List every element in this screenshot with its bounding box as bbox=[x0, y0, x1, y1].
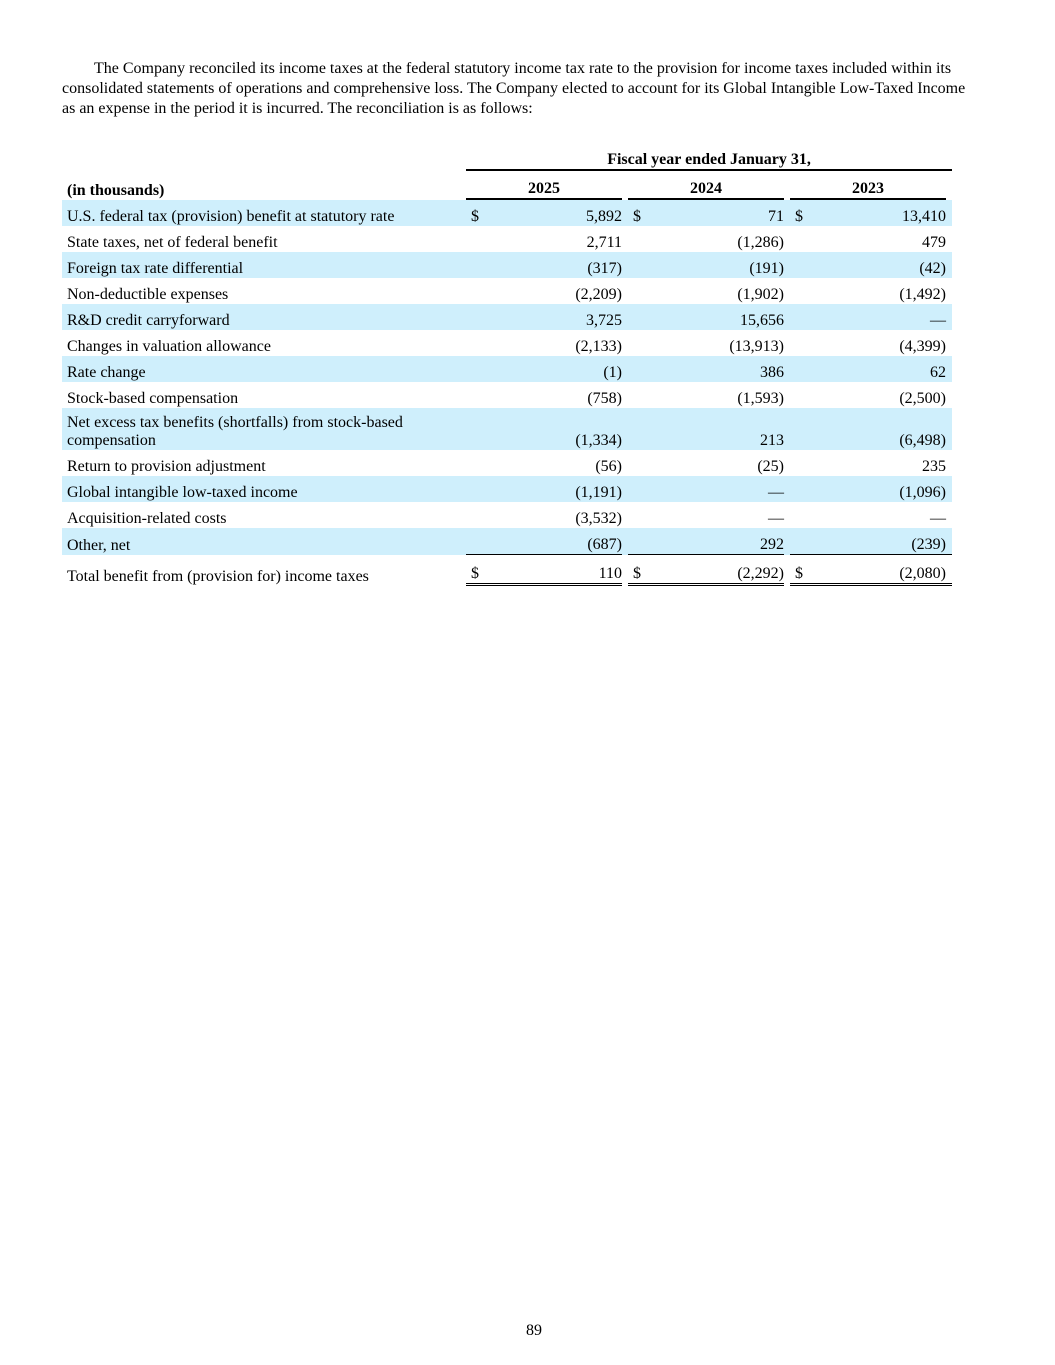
value-2025: (758) bbox=[587, 390, 622, 407]
value-2025: (2,133) bbox=[575, 338, 622, 355]
value-2023: 62 bbox=[810, 356, 946, 382]
value-2025: (1) bbox=[486, 356, 622, 382]
value-2023: (6,498) bbox=[810, 408, 946, 450]
currency-cell bbox=[466, 304, 486, 330]
value-2023: 13,410 bbox=[810, 200, 946, 226]
value-2023: (2,500) bbox=[899, 390, 946, 407]
cell-pad bbox=[946, 226, 952, 252]
currency-cell bbox=[466, 502, 486, 528]
currency-cell bbox=[790, 278, 810, 304]
currency-cell bbox=[628, 278, 648, 304]
year-header-2025: 2025 bbox=[466, 171, 622, 200]
table-row bbox=[62, 476, 952, 502]
cell-pad bbox=[946, 476, 952, 502]
header-spacer bbox=[62, 145, 466, 171]
currency-symbol: $ bbox=[628, 200, 648, 226]
currency-cell bbox=[628, 502, 648, 528]
table-row bbox=[62, 382, 952, 408]
period-header: Fiscal year ended January 31, bbox=[466, 145, 952, 171]
currency-cell bbox=[790, 226, 810, 252]
table-row bbox=[62, 304, 952, 330]
row-label: R&D credit carryforward bbox=[62, 304, 466, 330]
currency-cell bbox=[466, 408, 486, 450]
currency-symbol: $ bbox=[466, 200, 486, 226]
currency-cell bbox=[628, 330, 648, 356]
currency-cell bbox=[628, 408, 648, 450]
currency-symbol: $ bbox=[790, 200, 810, 226]
table-row bbox=[62, 252, 952, 278]
table-row bbox=[62, 278, 952, 304]
total-value-2023: (2,080) bbox=[810, 555, 946, 586]
currency-cell bbox=[628, 450, 648, 476]
row-label: Changes in valuation allowance bbox=[67, 338, 271, 355]
cell-pad bbox=[946, 555, 952, 586]
currency-cell bbox=[466, 382, 486, 408]
value-2024: (25) bbox=[757, 458, 784, 475]
table-row bbox=[62, 226, 952, 252]
value-2025: (3,532) bbox=[575, 510, 622, 527]
currency-cell bbox=[628, 382, 648, 408]
value-2025: (317) bbox=[486, 252, 622, 278]
value-2023: 479 bbox=[922, 234, 946, 251]
currency-cell bbox=[466, 356, 486, 382]
currency-cell bbox=[628, 476, 648, 502]
total-label: Total benefit from (provision for) income taxes bbox=[67, 568, 369, 585]
value-2025: 3,725 bbox=[486, 304, 622, 330]
currency-symbol: $ bbox=[790, 555, 810, 586]
year-header-2023: 2023 bbox=[790, 171, 946, 200]
value-2024: 213 bbox=[648, 408, 784, 450]
page-number: 89 bbox=[526, 1322, 542, 1339]
currency-cell bbox=[790, 528, 810, 555]
row-label: Net excess tax benefits (shortfalls) from stock-based compensation bbox=[62, 408, 466, 450]
currency-cell bbox=[790, 502, 810, 528]
currency-cell bbox=[466, 278, 486, 304]
total-value-2025: 110 bbox=[486, 555, 622, 586]
value-2025: (56) bbox=[595, 458, 622, 475]
value-2023: — bbox=[810, 304, 946, 330]
cell-pad bbox=[946, 252, 952, 278]
currency-cell bbox=[466, 252, 486, 278]
row-label: Stock-based compensation bbox=[67, 390, 239, 407]
currency-cell bbox=[790, 356, 810, 382]
value-2024: 292 bbox=[648, 528, 784, 555]
currency-symbol: $ bbox=[628, 555, 648, 586]
cell-pad bbox=[946, 304, 952, 330]
intro-paragraph: The Company reconciled its income taxes at the federal statutory income tax rate to the provision for income taxes included within its consolidated statements of operations and comprehensive loss. The Company elected to account for its Global Intangible Low-Taxed Income as an expense in the period it is incurred. The reconciliation is as follows: bbox=[62, 60, 966, 117]
row-label: Return to provision adjustment bbox=[67, 458, 266, 475]
value-2024: — bbox=[648, 476, 784, 502]
value-2023: (1,492) bbox=[899, 286, 946, 303]
value-2025: (687) bbox=[486, 528, 622, 555]
value-2025: (1,334) bbox=[486, 408, 622, 450]
value-2025: 2,711 bbox=[586, 234, 622, 251]
value-2025: 5,892 bbox=[486, 200, 622, 226]
currency-cell bbox=[466, 476, 486, 502]
row-label: Other, net bbox=[62, 528, 466, 555]
cell-pad bbox=[946, 278, 952, 304]
currency-cell bbox=[790, 252, 810, 278]
value-2023: (4,399) bbox=[899, 338, 946, 355]
cell-pad bbox=[946, 408, 952, 450]
total-row bbox=[62, 555, 952, 586]
value-2024: — bbox=[768, 510, 784, 527]
income-tax-reconciliation-table bbox=[62, 145, 952, 586]
cell-pad bbox=[946, 528, 952, 555]
row-label: Foreign tax rate differential bbox=[62, 252, 466, 278]
currency-cell bbox=[628, 252, 648, 278]
cell-pad bbox=[946, 450, 952, 476]
currency-symbol: $ bbox=[466, 555, 486, 586]
cell-pad bbox=[946, 200, 952, 226]
table-row bbox=[62, 450, 952, 476]
currency-cell bbox=[466, 450, 486, 476]
value-2023: 235 bbox=[922, 458, 946, 475]
value-2024: 71 bbox=[648, 200, 784, 226]
value-2023: (1,096) bbox=[810, 476, 946, 502]
value-2024: 15,656 bbox=[648, 304, 784, 330]
row-label: Acquisition-related costs bbox=[67, 510, 227, 527]
value-2024: (1,902) bbox=[737, 286, 784, 303]
value-2024: (13,913) bbox=[729, 338, 784, 355]
value-2023: (239) bbox=[810, 528, 946, 555]
currency-cell bbox=[466, 226, 486, 252]
year-header-2024: 2024 bbox=[628, 171, 784, 200]
cell-pad bbox=[946, 356, 952, 382]
currency-cell bbox=[628, 304, 648, 330]
currency-cell bbox=[790, 476, 810, 502]
cell-pad bbox=[946, 502, 952, 528]
currency-cell bbox=[628, 356, 648, 382]
value-2024: (1,286) bbox=[737, 234, 784, 251]
value-2024: (191) bbox=[648, 252, 784, 278]
cell-pad bbox=[946, 330, 952, 356]
row-label: State taxes, net of federal benefit bbox=[67, 234, 278, 251]
currency-cell bbox=[790, 330, 810, 356]
table-row bbox=[62, 408, 952, 450]
header-gap bbox=[946, 171, 952, 200]
value-2025: (2,209) bbox=[575, 286, 622, 303]
total-value-2024: (2,292) bbox=[648, 555, 784, 586]
currency-cell bbox=[466, 330, 486, 356]
value-2024: (1,593) bbox=[737, 390, 784, 407]
currency-cell bbox=[790, 450, 810, 476]
unit-label: (in thousands) bbox=[67, 182, 165, 199]
value-2023: — bbox=[930, 510, 946, 527]
row-label: Non-deductible expenses bbox=[67, 286, 229, 303]
value-2023: (42) bbox=[810, 252, 946, 278]
table-row bbox=[62, 200, 952, 226]
table-row bbox=[62, 356, 952, 382]
currency-cell bbox=[466, 528, 486, 555]
table-row bbox=[62, 528, 952, 555]
cell-pad bbox=[946, 382, 952, 408]
currency-cell bbox=[790, 382, 810, 408]
table-row bbox=[62, 330, 952, 356]
currency-cell bbox=[790, 304, 810, 330]
row-label: Global intangible low-taxed income bbox=[62, 476, 466, 502]
currency-cell bbox=[628, 528, 648, 555]
currency-cell bbox=[790, 408, 810, 450]
value-2024: 386 bbox=[648, 356, 784, 382]
value-2025: (1,191) bbox=[486, 476, 622, 502]
row-label: U.S. federal tax (provision) benefit at statutory rate bbox=[62, 200, 466, 226]
table-row bbox=[62, 502, 952, 528]
row-label: Rate change bbox=[62, 356, 466, 382]
currency-cell bbox=[628, 226, 648, 252]
